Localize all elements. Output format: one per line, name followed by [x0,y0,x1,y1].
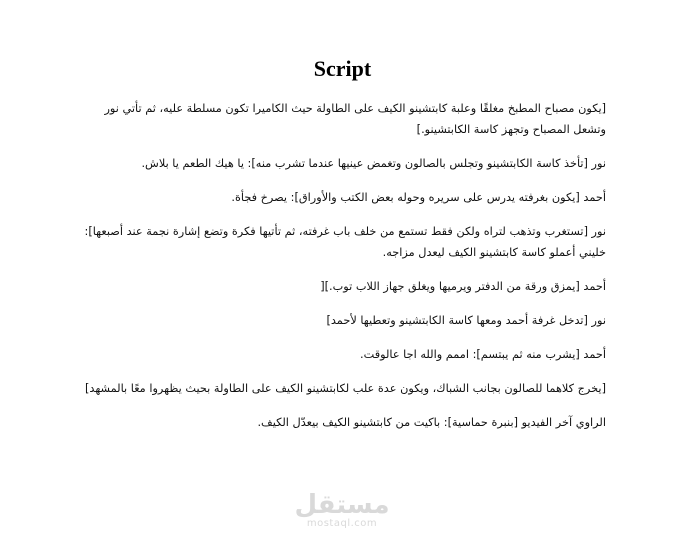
script-paragraph: نور [تدخل غرفة أحمد ومعها كاسة الكابتشينو وتعطيها لأحمد] [326,314,606,327]
script-paragraph: نور [تستغرب وتذهب لتراه ولكن فقط تستمع من خلف باب غرفته، ثم تأتيها فكرة وتضع إشارة نجمة عند أصبعها]: خليني أعملو كاسة كابتشينو الكيف ليعدل مزاجه. [84,225,606,259]
watermark-arabic: مستقل [294,490,390,520]
script-paragraph: أحمد [يشرب منه ثم يبتسم]: اممم والله اجا عالوقت. [360,348,606,361]
watermark-latin: mostaql.com [306,518,378,529]
script-paragraph: أحمد [يكون بغرفته يدرس على سريره وحوله بعض الكتب والأوراق]: يصرخ فجأة. [231,191,606,204]
script-paragraph: أحمد [يمزق ورقة من الدفتر ويرميها ويغلق جهاز اللاب توب.][ [320,280,606,293]
script-paragraph: [يخرج كلاهما للصالون بجانب الشباك، ويكون عدة علب لكابتشينو الكيف على الطاولة بحيث يظهروا معًا بالمشهد] [85,382,606,395]
script-paragraph: [يكون مصباح المطبخ مغلقًا وعلبة كابتشينو الكيف على الطاولة حيث الكاميرا تكون مسلطة عليه، ثم تأتي نور وتشعل المصباح وتجهز كاسة الكابتشينو.] [104,102,606,136]
script-body [84,98,606,446]
script-paragraph: نور [تأخذ كاسة الكابتشينو وتجلس بالصالون وتغمض عينيها عندما تشرب منه]: يا هيك الطعم يا بلاش. [141,157,606,170]
mostaql-watermark [292,492,392,530]
document-title: Script [313,56,372,81]
script-paragraph: الراوي آخر الفيديو [بنبرة حماسية]: باكيت من كابتشينو الكيف بيعدّل الكيف. [257,416,606,429]
